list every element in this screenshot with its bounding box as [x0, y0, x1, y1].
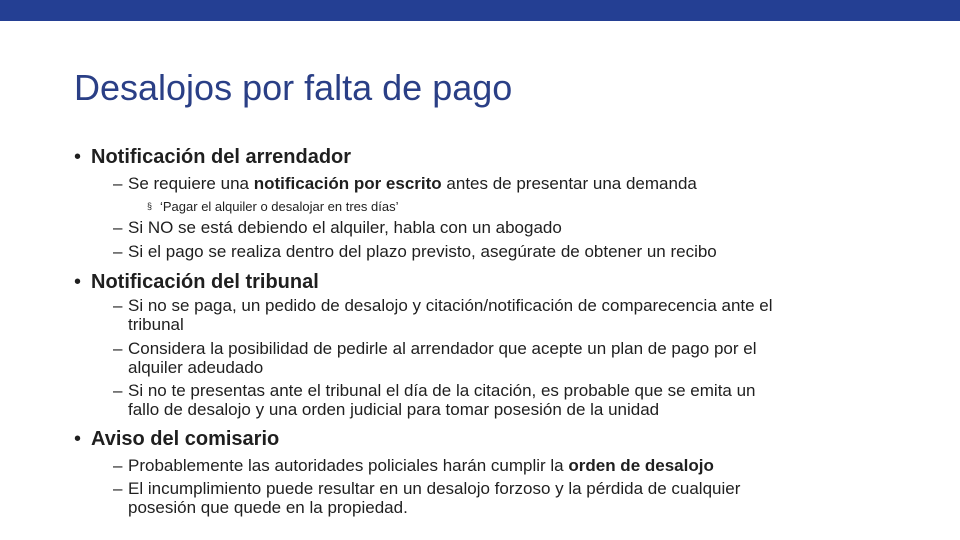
- list-item-text: Considera la posibilidad de pedirle al arrendador que acepte un plan de pago por el: [128, 339, 757, 358]
- bullet-icon: •: [74, 271, 82, 293]
- text-normal: antes de presentar una demanda: [441, 174, 697, 193]
- heading-text: Notificación del tribunal: [91, 271, 319, 293]
- text-normal: Se requiere una: [128, 174, 254, 193]
- list-item-text: Si no te presentas ante el tribunal el día de la citación, es probable que se emita un: [128, 381, 756, 400]
- bullet-icon: •: [74, 428, 82, 450]
- text-normal: Probablemente las autoridades policiales harán cumplir la: [128, 456, 569, 475]
- heading-text: Notificación del arrendador: [91, 146, 352, 168]
- list-item-text: Si NO se está debiendo el alquiler, habla con un abogado: [128, 218, 562, 237]
- list-item-text: [128, 174, 697, 194]
- list-item-text: El incumplimiento puede resultar en un desalojo forzoso y la pérdida de cualquier: [128, 479, 741, 498]
- list-item-continuation: tribunal: [128, 315, 184, 334]
- dash-icon: –: [113, 218, 123, 237]
- slide-title: Desalojos por falta de pago: [74, 67, 513, 108]
- dash-icon: –: [113, 456, 123, 475]
- sub-list-item-text: ‘Pagar el alquiler o desalojar en tres días’: [160, 199, 399, 214]
- list-item-continuation: alquiler adeudado: [128, 358, 264, 377]
- square-bullet-icon: §: [147, 201, 153, 211]
- dash-icon: –: [113, 479, 123, 498]
- dash-icon: –: [113, 174, 123, 193]
- bullet-icon: •: [74, 146, 82, 168]
- dash-icon: –: [113, 242, 123, 261]
- list-item-continuation: fallo de desalojo y una orden judicial para tomar posesión de la unidad: [128, 400, 660, 419]
- list-item-continuation: posesión que quede en la propiedad.: [128, 498, 408, 517]
- dash-icon: –: [113, 339, 123, 358]
- text-bold: orden de desalojo: [568, 456, 714, 475]
- dash-icon: –: [113, 381, 123, 400]
- list-item-text: Si no se paga, un pedido de desalojo y citación/notificación de comparecencia ante el: [128, 296, 773, 315]
- heading-text: Aviso del comisario: [91, 428, 280, 450]
- dash-icon: –: [113, 296, 123, 315]
- list-item-text: [128, 456, 714, 476]
- text-bold: notificación por escrito: [253, 174, 442, 193]
- list-item-text: Si el pago se realiza dentro del plazo previsto, asegúrate de obtener un recibo: [128, 242, 717, 261]
